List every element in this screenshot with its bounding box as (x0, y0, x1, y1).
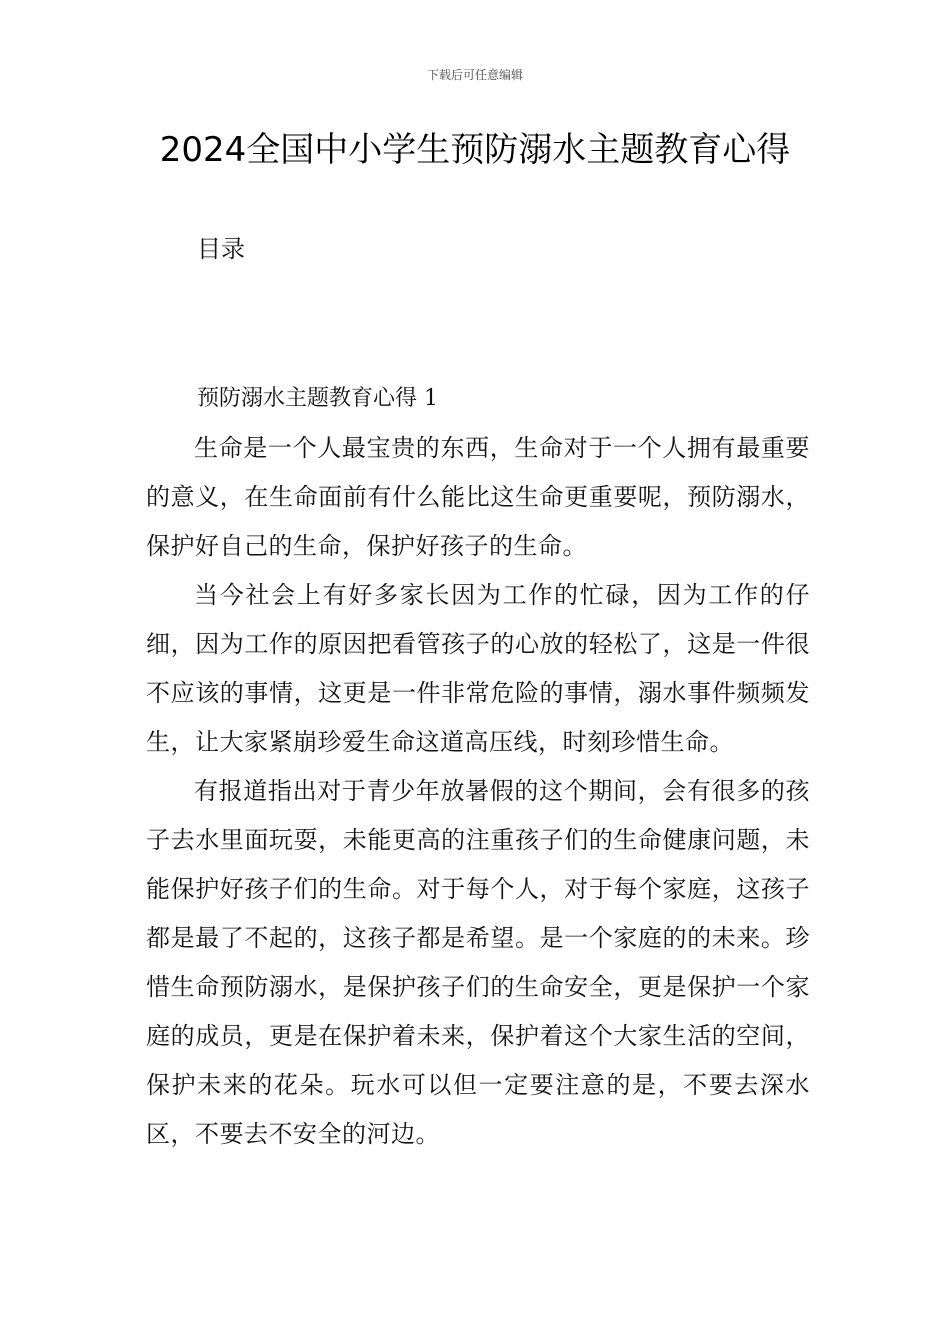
page-title: 2024全国中小学生预防溺水主题教育心得 (159, 130, 791, 170)
toc-label: 目录 (197, 235, 245, 263)
paragraph: 当今社会上有好多家长因为工作的忙碌，因为工作的仔细，因为工作的原因把看管孩子的心放的轻松了，这是一件很不应该的事情，这更是一件非常危险的事情，溺水事件频频发生，让大家紧崩珍爱生命这道高压线，时刻珍惜生命。 (146, 581, 810, 756)
header-note: 下载后可任意编辑 (426, 68, 523, 82)
paragraph: 生命是一个人最宝贵的东西，生命对于一个人拥有最重要的意义，在生命面前有什么能比这生命更重要呢，预防溺水，保护好自己的生命，保护好孩子的生命。 (146, 434, 810, 560)
article-body (146, 424, 810, 1159)
section-heading: 预防溺水主题教育心得 1 (197, 386, 438, 411)
paragraph: 有报道指出对于青少年放暑假的这个期间，会有很多的孩子去水里面玩耍，未能更高的注重孩子们的生命健康问题，未能保护好孩子们的生命。对于每个人，对于每个家庭，这孩子都是最了不起的，这孩子都是希望。是一个家庭的的未来。珍惜生命预防溺水，是保护孩子们的生命安全，更是保护一个家庭的成员，更是在保护着未来，保护着这个大家生活的空间，保护未来的花朵。玩水可以但一定要注意的是，不要去深水区，不要去不安全的河边。 (146, 777, 810, 1148)
